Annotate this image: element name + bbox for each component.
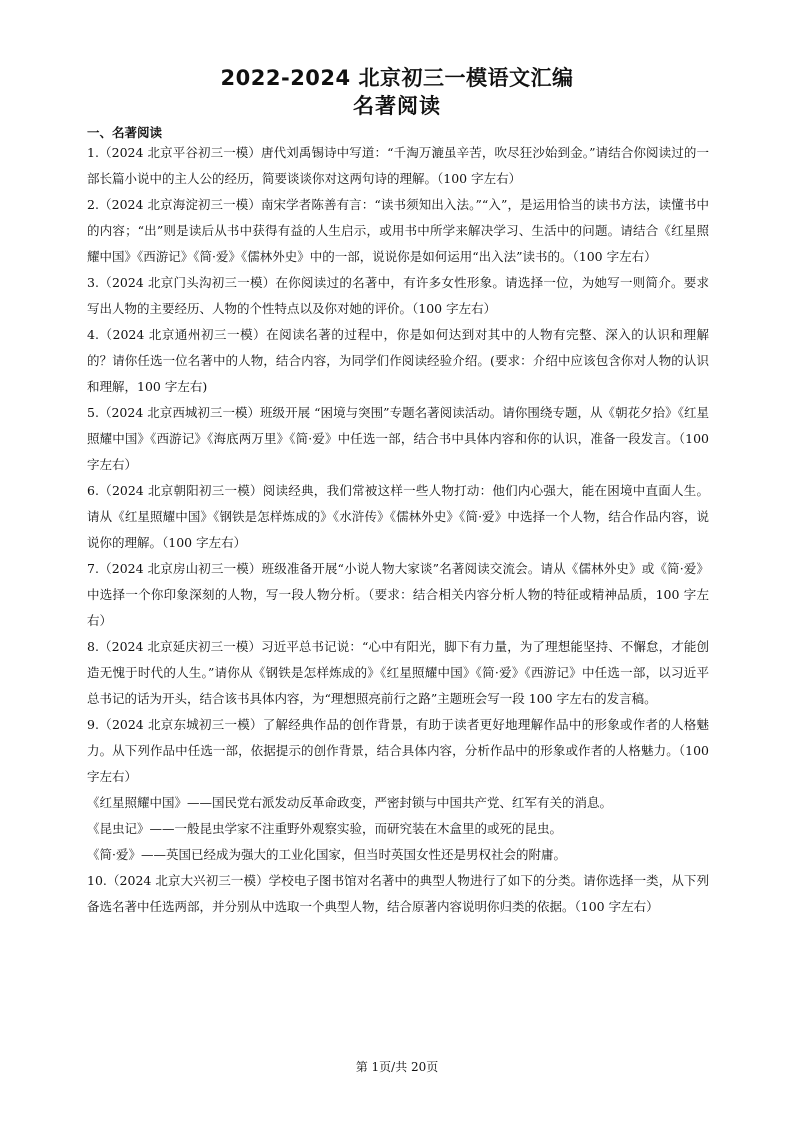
document-subtitle: 名著阅读 <box>353 94 441 118</box>
question-item: 9.（2024 北京东城初三一模）了解经典作品的创作背景，有助于读者更好地理解作品中的形象或作者的人格魅力。从下列作品中任选一部，依据提示的创作背景，结合具体内容，分析作品中的形象或作者的人格魅力。（100 字左右） <box>87 717 709 784</box>
question-item: 3.（2024 北京门头沟初三一模）在你阅读过的名著中，有许多女性形象。请选择一位，为她写一则简介。要求写出人物的主要经历、人物的个性特点以及你对她的评价。（100 字左右） <box>87 275 709 316</box>
work-background-option: 《红星照耀中国》——国民党右派发动反革命政变，严密封锁与中国共产党、红军有关的消息。 <box>87 795 613 810</box>
question-item: 5.（2024 北京西城初三一模）班级开展 “困境与突围”专题名著阅读活动。请你围绕专题，从《朝花夕拾》《红星照耀中国》《西游记》《海底两万里》《简·爱》中任选一部，结合书中具体内容和你的认识，准备一段发言。（100 字左右） <box>87 405 709 472</box>
question-item: 8.（2024 北京延庆初三一模）习近平总书记说：“心中有阳光，脚下有力量，为了理想能坚持、不懈怠，才能创造无愧于时代的人生。”请你从《钢铁是怎样炼成的》《红星照耀中国》《简·爱》《西游记》中任选一部，以习近平总书记的话为开头，结合该书具体内容，为“理想照亮前行之路”主题班会写一段 100 字左右的发言稿。 <box>87 639 709 706</box>
question-item: 10.（2024 北京大兴初三一模）学校电子图书馆对名著中的典型人物进行了如下的分类。请你选择一类，从下列备选名著中任选两部，并分别从中选取一个典型人物，结合原著内容说明你归类的依据。（100 字左右） <box>87 873 709 914</box>
question-item: 7.（2024 北京房山初三一模）班级准备开展“小说人物大家谈”名著阅读交流会。请从《儒林外史》或《简·爱》中选择一个你印象深刻的人物，写一段人物分析。（要求：结合相关内容分析人物的特征或精神品质，100 字左右） <box>87 561 709 628</box>
question-list <box>87 140 709 920</box>
work-background-option: 《简·爱》——英国已经成为强大的工业化国家，但当时英国女性还是男权社会的附庸。 <box>87 847 566 862</box>
work-background-option: 《昆虫记》——一般昆虫学家不注重野外观察实验，而研究装在木盒里的或死的昆虫。 <box>87 821 563 836</box>
question-item: 2.（2024 北京海淀初三一模）南宋学者陈善有言：“读书须知出入法。”“入”，是运用恰当的读书方法，读懂书中的内容；“出”则是读后从书中获得有益的人生启示，或用书中所学来解决学习、生活中的问题。请结合《红星照耀中国》《西游记》《简·爱》《儒林外史》中的一部，说说你是如何运用“出入法”读书的。（100 字左右） <box>87 197 709 264</box>
document-title: 2022-2024 北京初三一模语文汇编 <box>220 66 574 90</box>
question-item: 6.（2024 北京朝阳初三一模）阅读经典，我们常被这样一些人物打动：他们内心强大，能在困境中直面人生。请从《红星照耀中国》《钢铁是怎样炼成的》《水浒传》《儒林外史》《简·爱》中选择一个人物，结合作品内容，说说你的理解。（100 字左右） <box>87 483 709 550</box>
question-item: 4.（2024 北京通州初三一模）在阅读名著的过程中，你是如何达到对其中的人物有完整、深入的认识和理解的？请你任选一位名著中的人物，结合内容，为同学们作阅读经验介绍。(要求：介绍中应该包含你对人物的认识和理解，100 字左右) <box>87 327 709 394</box>
section-heading: 一、名著阅读 <box>87 125 163 140</box>
page-number: 第 1页/共 20页 <box>355 1060 439 1074</box>
question-item: 1.（2024 北京平谷初三一模）唐代刘禹锡诗中写道：“千淘万漉虽辛苦，吹尽狂沙始到金。”请结合你阅读过的一部长篇小说中的主人公的经历，简要谈谈你对这两句诗的理解。（100 字左右） <box>87 145 709 186</box>
